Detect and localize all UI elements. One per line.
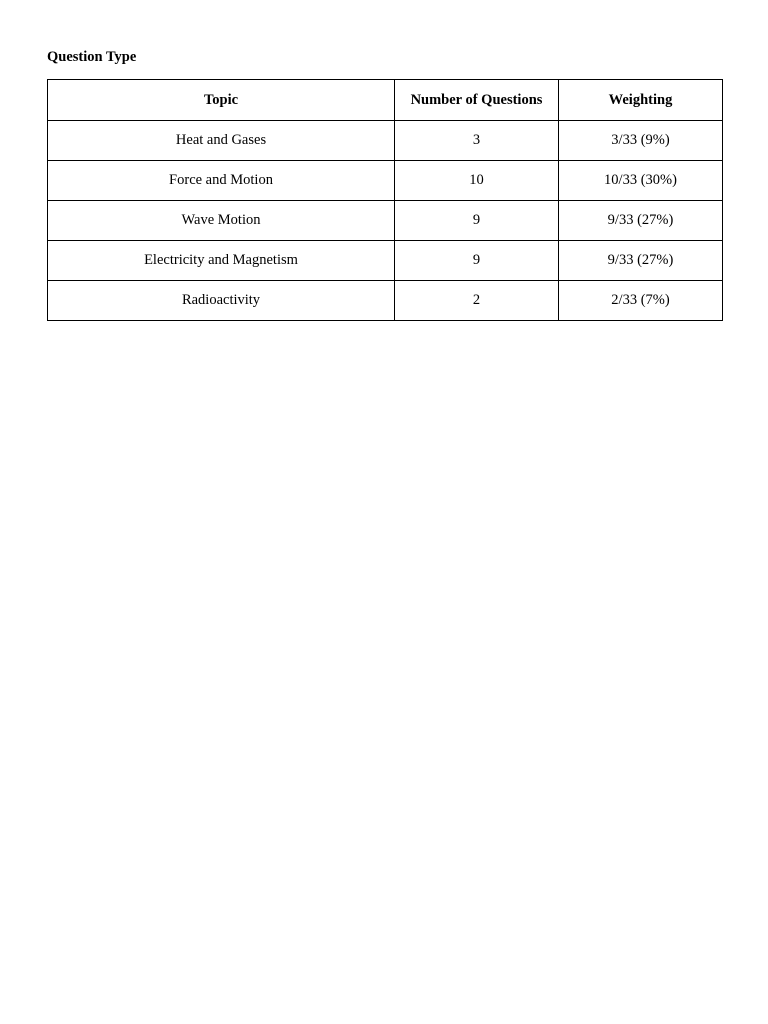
count-cell: 9 <box>395 201 559 241</box>
section-heading: Question Type <box>47 49 137 65</box>
count-cell: 3 <box>395 121 559 161</box>
weighting-cell: 3/33 (9%) <box>559 121 723 161</box>
weighting-cell: 10/33 (30%) <box>559 161 723 201</box>
question-type-table <box>47 79 723 321</box>
topic-cell: Wave Motion <box>48 201 395 241</box>
table-row <box>48 161 723 201</box>
header-topic: Topic <box>48 80 395 121</box>
topic-cell: Force and Motion <box>48 161 395 201</box>
header-number-of-questions: Number of Questions <box>395 80 559 121</box>
topic-cell: Electricity and Magnetism <box>48 241 395 281</box>
count-cell: 9 <box>395 241 559 281</box>
topic-cell: Heat and Gases <box>48 121 395 161</box>
table-row <box>48 241 723 281</box>
table-row <box>48 121 723 161</box>
weighting-cell: 9/33 (27%) <box>559 201 723 241</box>
count-cell: 10 <box>395 161 559 201</box>
table-row <box>48 281 723 321</box>
header-weighting: Weighting <box>559 80 723 121</box>
weighting-cell: 9/33 (27%) <box>559 241 723 281</box>
weighting-cell: 2/33 (7%) <box>559 281 723 321</box>
topic-cell: Radioactivity <box>48 281 395 321</box>
table-header-row <box>48 80 723 121</box>
count-cell: 2 <box>395 281 559 321</box>
table-row <box>48 201 723 241</box>
